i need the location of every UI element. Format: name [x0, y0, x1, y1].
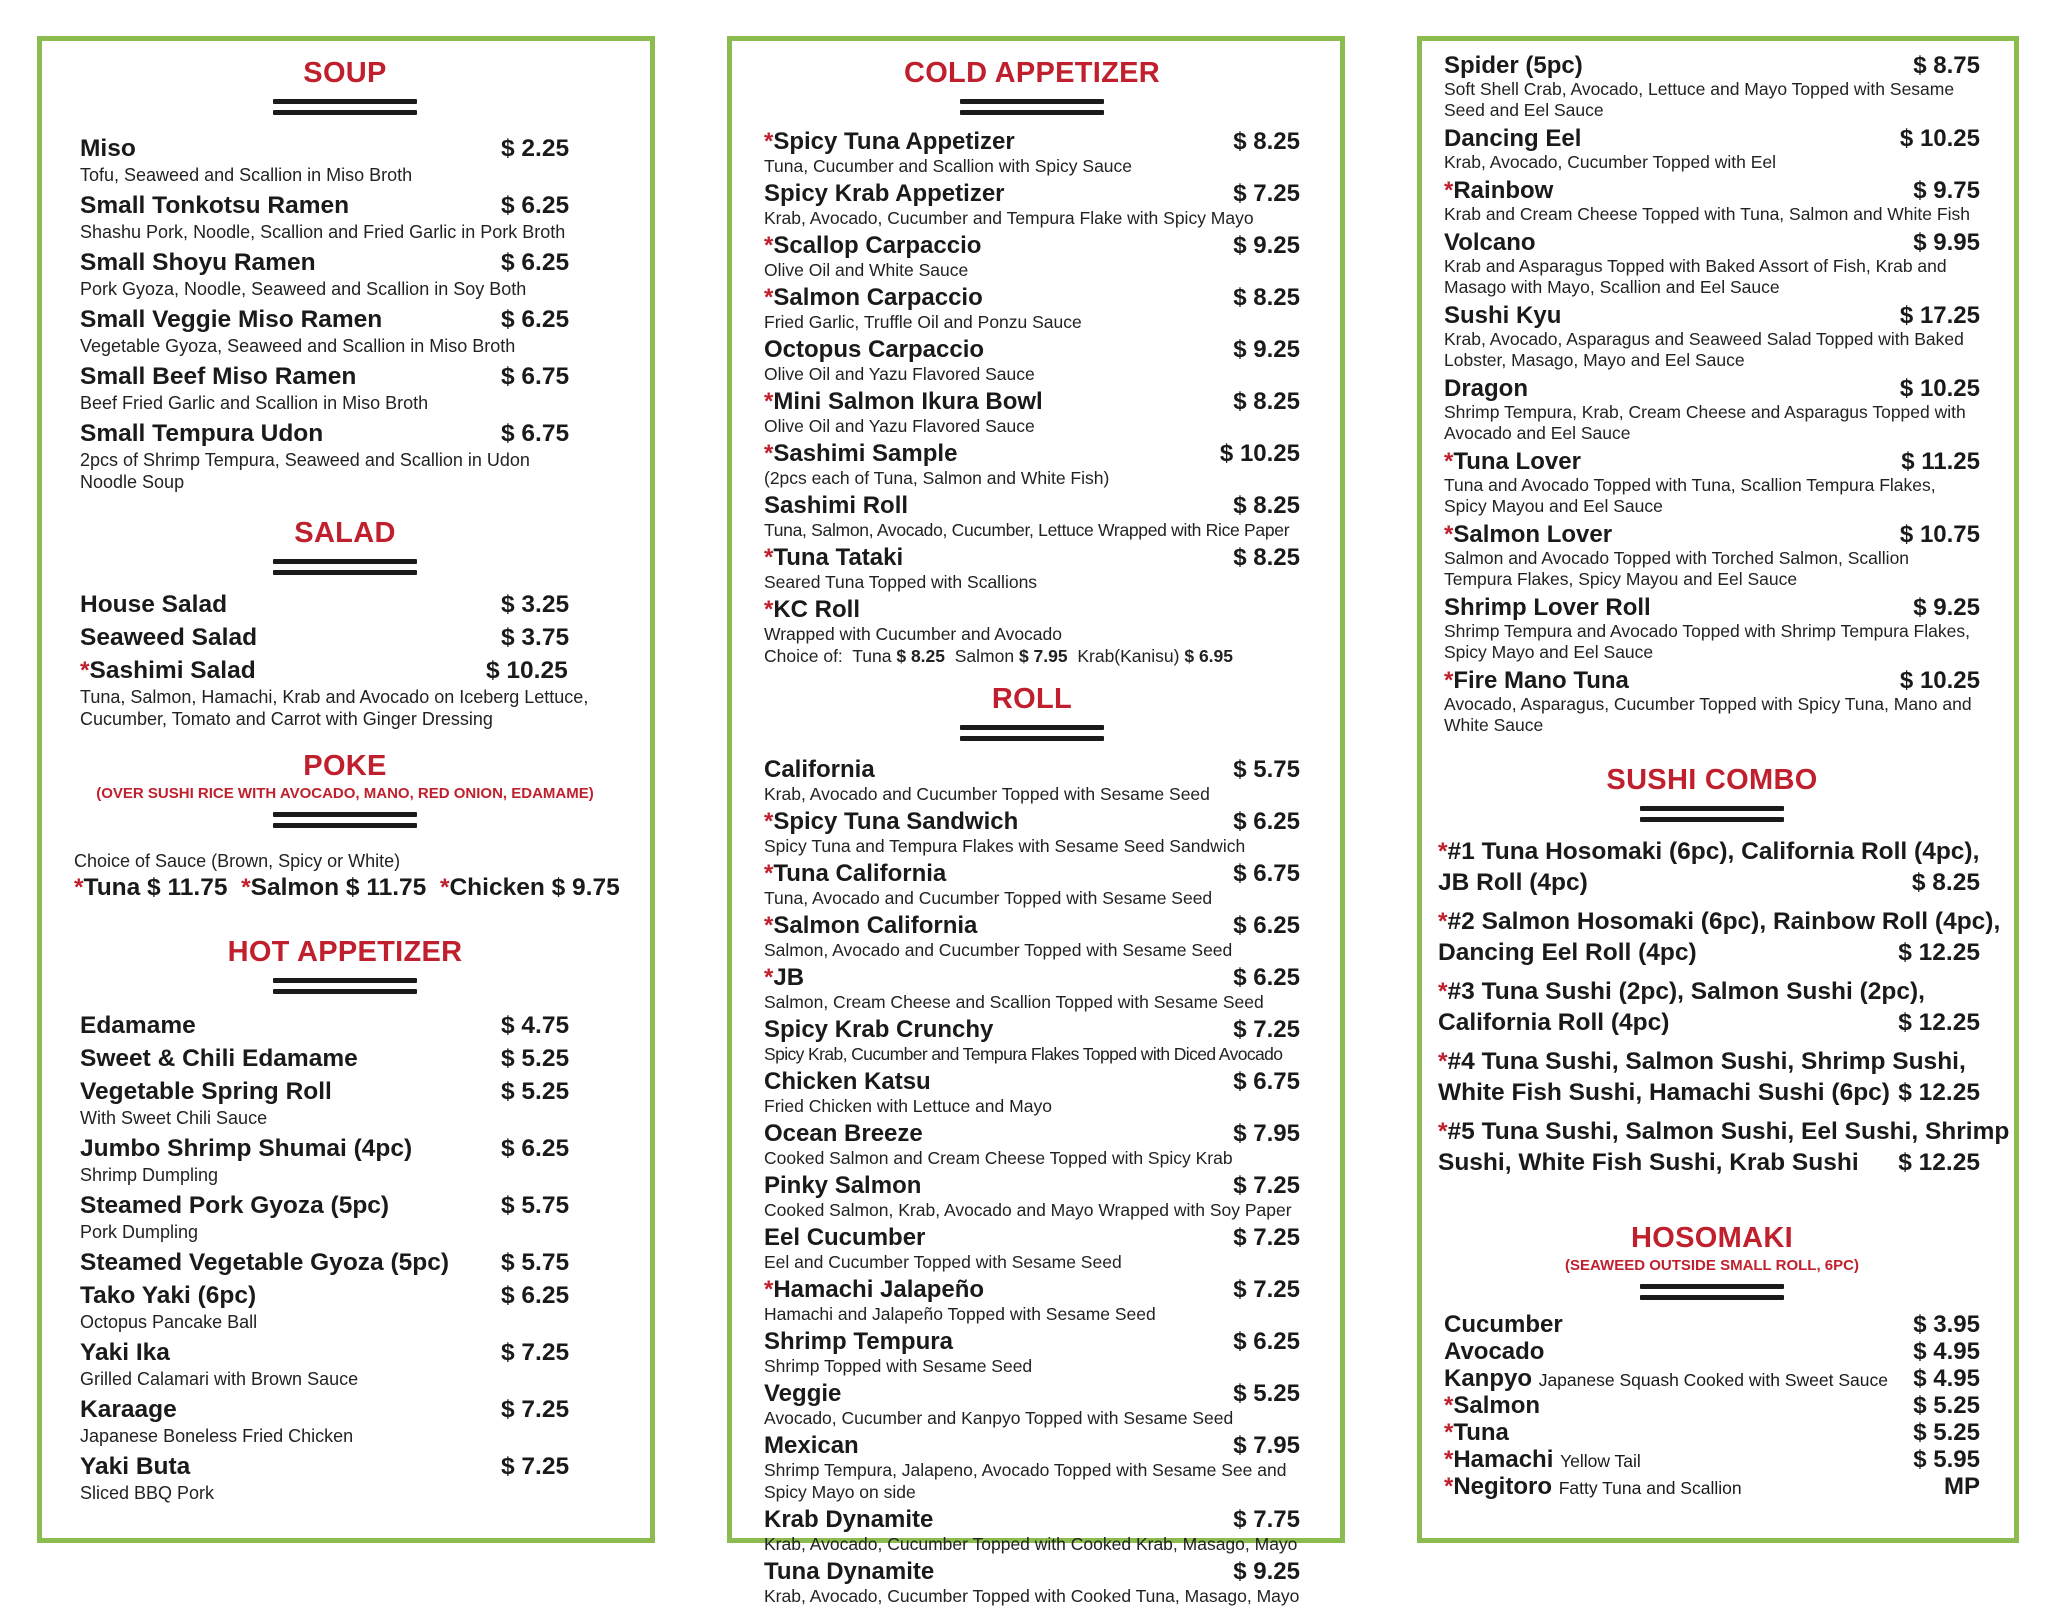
- menu-item: Spicy Krab Crunchy $ 7.25 Spicy Krab, Cucumber and Tempura Flakes Topped with Diced Avocado: [764, 1016, 1300, 1064]
- menu-item: Avocado $ 4.95: [1444, 1338, 1980, 1365]
- menu-item: *Sashimi Sample $ 10.25 (2pcs each of Tuna, Salmon and White Fish): [764, 440, 1300, 488]
- menu-item: *Rainbow $ 9.75 Krab and Cream Cheese Topped with Tuna, Salmon and White Fish: [1444, 177, 1980, 224]
- poke-section: [74, 748, 620, 904]
- menu-item: *Scallop Carpaccio $ 9.25 Olive Oil and White Sauce: [764, 232, 1300, 280]
- menu-panel-left: [37, 36, 655, 1543]
- menu-item: Shrimp Tempura $ 6.25 Shrimp Topped with Sesame Seed: [764, 1328, 1300, 1376]
- poke-subtitle: (OVER SUSHI RICE WITH AVOCADO, MANO, RED ONION, EDAMAME): [96, 785, 594, 802]
- menu-item: Small Beef Miso Ramen $ 6.75 Beef Fried Garlic and Scallion in Miso Broth: [80, 363, 570, 413]
- menu-item: Miso $ 2.25 Tofu, Seaweed and Scallion in Miso Broth: [80, 135, 570, 185]
- chopsticks-divider: [960, 99, 1104, 115]
- special-rolls-section: [1444, 53, 1980, 736]
- combo-item: *#4 Tuna Sushi, Salmon Sushi, Shrimp Sushi, White Fish Sushi, Hamachi Sushi (6pc) $ 12.25: [1438, 1048, 1980, 1106]
- cold-appetizer-title: COLD APPETIZER: [903, 57, 1161, 89]
- menu-item: *Tuna $ 5.25: [1444, 1419, 1980, 1446]
- menu-item: Vegetable Spring Roll $ 5.25 With Sweet Chili Sauce: [80, 1078, 570, 1128]
- menu-item: Shrimp Lover Roll $ 9.25 Shrimp Tempura and Avocado Topped with Shrimp Tempura Flakes, Spicy Mayo and Eel Sauce: [1444, 594, 1980, 662]
- menu-item: Seaweed Salad $ 3.75: [80, 624, 570, 651]
- soup-title: SOUP: [303, 57, 387, 89]
- kc-roll-item: *KC Roll Wrapped with Cucumber and Avocado Choice of: Tuna $ 8.25 Salmon $ 7.95 Krab(Kanisu) $ 6.95: [764, 597, 1300, 667]
- menu-item: *Negitoro Fatty Tuna and Scallion MP: [1444, 1473, 1980, 1500]
- menu-item: *Spicy Tuna Appetizer $ 8.25 Tuna, Cucumber and Scallion with Spicy Sauce: [764, 128, 1300, 176]
- menu-item: Small Tempura Udon $ 6.75 2pcs of Shrimp Tempura, Seaweed and Scallion in Udon Noodle Soup: [80, 420, 570, 492]
- menu-item: Mexican $ 7.95 Shrimp Tempura, Jalapeno, Avocado Topped with Sesame See and Spicy Mayo on side: [764, 1432, 1300, 1502]
- menu-item: Tako Yaki (6pc) $ 6.25 Octopus Pancake Ball: [80, 1282, 570, 1332]
- menu-item: *Salmon Lover $ 10.75 Salmon and Avocado Topped with Torched Salmon, Scallion Tempura Flakes, Spicy Mayou and Eel Sauce: [1444, 521, 1980, 589]
- salad-title: SALAD: [294, 517, 396, 549]
- menu-item: *Spicy Tuna Sandwich $ 6.25 Spicy Tuna and Tempura Flakes with Sesame Seed Sandwich: [764, 808, 1300, 856]
- menu-item: *Salmon $ 5.25: [1444, 1392, 1980, 1419]
- menu-panel-middle: [727, 36, 1345, 1606]
- combo-item: *#3 Tuna Sushi (2pc), Salmon Sushi (2pc), California Roll (4pc) $ 12.25: [1438, 978, 1980, 1036]
- menu-item: Octopus Carpaccio $ 9.25 Olive Oil and Yazu Flavored Sauce: [764, 336, 1300, 384]
- menu-item: Chicken Katsu $ 6.75 Fried Chicken with Lettuce and Mayo: [764, 1068, 1300, 1116]
- menu-item: Ocean Breeze $ 7.95 Cooked Salmon and Cream Cheese Topped with Spicy Krab: [764, 1120, 1300, 1168]
- hosomaki-subtitle: (SEAWEED OUTSIDE SMALL ROLL, 6PC): [1565, 1257, 1859, 1274]
- menu-item: Eel Cucumber $ 7.25 Eel and Cucumber Topped with Sesame Seed: [764, 1224, 1300, 1272]
- chopsticks-divider: [273, 99, 417, 115]
- menu-item: House Salad $ 3.25: [80, 591, 570, 618]
- menu-item: *Fire Mano Tuna $ 10.25 Avocado, Asparagus, Cucumber Topped with Spicy Tuna, Mano and White Sauce: [1444, 667, 1980, 735]
- menu-item: Krab Dynamite $ 7.75 Krab, Avocado, Cucumber Topped with Cooked Krab, Masago, Mayo: [764, 1506, 1300, 1554]
- menu-item: Sashimi Roll $ 8.25 Tuna, Salmon, Avocado, Cucumber, Lettuce Wrapped with Rice Paper: [764, 492, 1300, 540]
- menu-item: Small Veggie Miso Ramen $ 6.25 Vegetable Gyoza, Seaweed and Scallion in Miso Broth: [80, 306, 570, 356]
- menu-item: Yaki Buta $ 7.25 Sliced BBQ Pork: [80, 1453, 570, 1503]
- menu-item: *Sashimi Salad $ 10.25 Tuna, Salmon, Hamachi, Krab and Avocado on Iceberg Lettuce, Cucumber, Tomato and Carrot with Ginger Dressing: [80, 657, 589, 729]
- hot-appetizer-section: [80, 934, 610, 1504]
- menu-item: Edamame $ 4.75: [80, 1012, 570, 1039]
- menu-item: Karaage $ 7.25 Japanese Boneless Fried Chicken: [80, 1396, 570, 1446]
- menu-item: *Salmon California $ 6.25 Salmon, Avocado and Cucumber Topped with Sesame Seed: [764, 912, 1300, 960]
- menu-item: *JB $ 6.25 Salmon, Cream Cheese and Scallion Topped with Sesame Seed: [764, 964, 1300, 1012]
- chopsticks-divider: [273, 978, 417, 994]
- menu-item: Pinky Salmon $ 7.25 Cooked Salmon, Krab, Avocado and Mayo Wrapped with Soy Paper: [764, 1172, 1300, 1220]
- roll-section: [764, 681, 1300, 1607]
- chopsticks-divider: [960, 725, 1104, 741]
- menu-item: Veggie $ 5.25 Avocado, Cucumber and Kanpyo Topped with Sesame Seed: [764, 1380, 1300, 1428]
- sushi-combo-title: SUSHI COMBO: [1606, 764, 1818, 796]
- menu-item: Kanpyo Japanese Squash Cooked with Sweet Sauce $ 4.95: [1444, 1365, 1980, 1392]
- menu-item: Steamed Vegetable Gyoza (5pc) $ 5.75: [80, 1249, 570, 1276]
- menu-item: Cucumber $ 3.95: [1444, 1311, 1980, 1338]
- hosomaki-title: HOSOMAKI: [1631, 1222, 1793, 1254]
- roll-title: ROLL: [991, 683, 1073, 715]
- menu-item: Dragon $ 10.25 Shrimp Tempura, Krab, Cream Cheese and Asparagus Topped with Avocado and Eel Sauce: [1444, 375, 1980, 443]
- menu-item: Sushi Kyu $ 17.25 Krab, Avocado, Asparagus and Seaweed Salad Topped with Baked Lobster, Masago, Mayo and Eel Sauce: [1444, 302, 1980, 370]
- hosomaki-section: [1444, 1220, 1980, 1501]
- hosomaki-list: [1444, 1312, 1980, 1501]
- menu-item: *Tuna Lover $ 11.25 Tuna and Avocado Topped with Tuna, Scallion Tempura Flakes, Spicy Mayou and Eel Sauce: [1444, 448, 1980, 516]
- cold-appetizer-section: [764, 55, 1300, 667]
- poke-options: *Tuna $ 11.75 *Salmon $ 11.75 *Chicken $ 9.75: [74, 874, 620, 901]
- menu-item: Sweet & Chili Edamame $ 5.25: [80, 1045, 570, 1072]
- menu-item: Small Shoyu Ramen $ 6.25 Pork Gyoza, Noodle, Seaweed and Scallion in Soy Both: [80, 249, 570, 299]
- poke-sauce: Choice of Sauce (Brown, Spicy or White): [74, 851, 401, 871]
- menu-panel-right: [1417, 36, 2019, 1543]
- menu-item: Spicy Krab Appetizer $ 7.25 Krab, Avocado, Cucumber and Tempura Flake with Spicy Mayo: [764, 180, 1300, 228]
- menu-item: *Hamachi Jalapeño $ 7.25 Hamachi and Jalapeño Topped with Sesame Seed: [764, 1276, 1300, 1324]
- kc-roll-choices: Choice of: Tuna $ 8.25 Salmon $ 7.95 Krab(Kanisu) $ 6.95: [764, 646, 1234, 666]
- menu-item: *Hamachi Yellow Tail $ 5.95: [1444, 1446, 1980, 1473]
- menu-item: *Tuna Tataki $ 8.25 Seared Tuna Topped with Scallions: [764, 544, 1300, 592]
- chopsticks-divider: [1640, 806, 1784, 822]
- poke-title: POKE: [303, 750, 387, 782]
- chopsticks-divider: [273, 559, 417, 575]
- menu-item: California $ 5.75 Krab, Avocado and Cucumber Topped with Sesame Seed: [764, 756, 1300, 804]
- combo-item: *#1 Tuna Hosomaki (6pc), California Roll (4pc), JB Roll (4pc) $ 8.25: [1438, 838, 1980, 896]
- chopsticks-divider: [273, 812, 417, 828]
- sushi-combo-section: [1438, 762, 2010, 1178]
- menu-item: *Tuna California $ 6.75 Tuna, Avocado and Cucumber Topped with Sesame Seed: [764, 860, 1300, 908]
- menu-item: Spider (5pc) $ 8.75 Soft Shell Crab, Avocado, Lettuce and Mayo Topped with Sesame Seed and Eel Sauce: [1444, 52, 1980, 120]
- menu-item: Jumbo Shrimp Shumai (4pc) $ 6.25 Shrimp Dumpling: [80, 1135, 570, 1185]
- menu-item: *Mini Salmon Ikura Bowl $ 8.25 Olive Oil and Yazu Flavored Sauce: [764, 388, 1300, 436]
- menu-item: Small Tonkotsu Ramen $ 6.25 Shashu Pork, Noodle, Scallion and Fried Garlic in Pork Broth: [80, 192, 570, 242]
- combo-item: *#2 Salmon Hosomaki (6pc), Rainbow Roll (4pc), Dancing Eel Roll (4pc) $ 12.25: [1438, 908, 2001, 966]
- chopsticks-divider: [1640, 1284, 1784, 1300]
- combo-item: *#5 Tuna Sushi, Salmon Sushi, Eel Sushi, Shrimp Sushi, White Fish Sushi, Krab Sushi $ 12.25: [1438, 1118, 2010, 1176]
- menu-item: *Salmon Carpaccio $ 8.25 Fried Garlic, Truffle Oil and Ponzu Sauce: [764, 284, 1300, 332]
- salad-section: [80, 515, 610, 730]
- menu-item: Dancing Eel $ 10.25 Krab, Avocado, Cucumber Topped with Eel: [1444, 125, 1980, 172]
- menu-item: Yaki Ika $ 7.25 Grilled Calamari with Brown Sauce: [80, 1339, 570, 1389]
- menu-item: Tuna Dynamite $ 9.25 Krab, Avocado, Cucumber Topped with Cooked Tuna, Masago, Mayo: [764, 1558, 1300, 1606]
- menu-item: Volcano $ 9.95 Krab and Asparagus Topped with Baked Assort of Fish, Krab and Masago with Mayo, Scallion and Eel Sauce: [1444, 229, 1980, 297]
- menu-item: Steamed Pork Gyoza (5pc) $ 5.75 Pork Dumpling: [80, 1192, 570, 1242]
- soup-section: [80, 55, 610, 493]
- hot-appetizer-title: HOT APPETIZER: [227, 936, 463, 968]
